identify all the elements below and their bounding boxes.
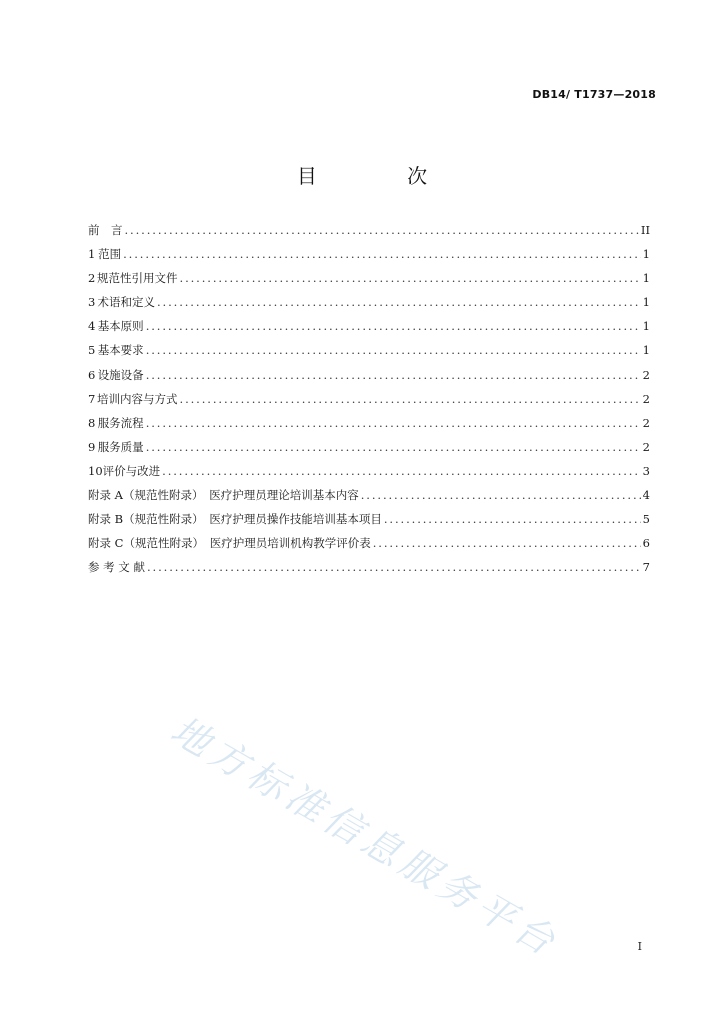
toc-entry-foreword[interactable] (88, 218, 650, 242)
toc-entry-label: 范围 (98, 247, 122, 262)
toc-entry-page: 6 (642, 536, 650, 551)
toc-entry-label: 附录 B（规范性附录） 医疗护理员操作技能培训基本项目 (88, 512, 382, 527)
toc-entry-page: 7 (642, 560, 650, 575)
toc-entry-number: 4 (88, 319, 96, 334)
toc-entry-page: 3 (642, 463, 650, 478)
toc-entry-appendix-c[interactable] (88, 531, 650, 555)
toc-entry-page: 1 (642, 343, 650, 358)
dot-leader (123, 242, 641, 266)
dot-leader (384, 507, 641, 531)
document-code: DB14/ T1737—2018 (532, 88, 656, 101)
toc-entry-references[interactable] (88, 555, 650, 579)
toc-entry-appendix-a[interactable] (88, 483, 650, 507)
toc-entry-number: 1 (88, 247, 96, 262)
toc-entry-10[interactable] (88, 459, 650, 483)
dot-leader (147, 555, 641, 579)
toc-entry-5[interactable] (88, 338, 650, 362)
toc-entry-label: 服务流程 (97, 415, 144, 430)
dot-leader (146, 435, 641, 459)
toc-entry-page: II (640, 223, 650, 237)
toc-entry-page: 4 (642, 488, 650, 503)
toc-entry-8[interactable] (88, 411, 650, 435)
toc-entry-label: 规范性引用文件 (97, 271, 178, 286)
dot-leader (162, 459, 641, 483)
toc-entry-label: 附录 C（规范性附录） 医疗护理员培训机构教学评价表 (88, 536, 371, 551)
toc-entry-4[interactable] (88, 314, 650, 338)
toc-entry-number: 10 (88, 463, 103, 478)
toc-entry-number: 2 (88, 271, 96, 286)
toc-entry-label: 设施设备 (97, 367, 144, 382)
toc-entry-page: 2 (642, 439, 650, 454)
table-of-contents (88, 218, 650, 579)
dot-leader (180, 266, 641, 290)
toc-entry-9[interactable] (88, 435, 650, 459)
toc-entry-page: 1 (642, 319, 650, 334)
toc-entry-page: 1 (642, 247, 650, 262)
toc-entry-label: 基本要求 (97, 343, 144, 358)
toc-entry-number: 8 (88, 415, 96, 430)
toc-entry-7[interactable] (88, 387, 650, 411)
toc-entry-label: 评价与改进 (102, 463, 161, 478)
toc-entry-2[interactable] (88, 266, 650, 290)
toc-entry-3[interactable] (88, 290, 650, 314)
toc-entry-number: 3 (88, 295, 96, 310)
toc-entry-label: 服务质量 (97, 439, 144, 454)
toc-entry-number: 7 (88, 391, 96, 406)
toc-title: 目 次 (296, 164, 470, 188)
toc-entry-number: 9 (88, 439, 96, 454)
toc-entry-label: 基本原则 (97, 319, 144, 334)
dot-leader (373, 531, 641, 555)
dot-leader (157, 290, 641, 314)
toc-entry-page: 1 (642, 295, 650, 310)
watermark: 地方标准信息服务平台 (163, 707, 567, 966)
toc-entry-1[interactable] (88, 242, 650, 266)
page-number: I (637, 940, 642, 953)
dot-leader (146, 338, 641, 362)
toc-entry-page: 2 (642, 367, 650, 382)
toc-entry-6[interactable] (88, 363, 650, 387)
toc-entry-page: 1 (642, 271, 650, 286)
toc-entry-number: 6 (88, 367, 96, 382)
dot-leader (180, 387, 641, 411)
toc-entry-label: 参 考 文 献 (88, 560, 145, 575)
dot-leader (361, 483, 641, 507)
toc-entry-page: 2 (642, 391, 650, 406)
toc-entry-page: 2 (642, 415, 650, 430)
toc-entry-appendix-b[interactable] (88, 507, 650, 531)
toc-entry-label: 术语和定义 (97, 295, 155, 310)
toc-entry-label: 前 言 (88, 223, 123, 237)
dot-leader (146, 363, 641, 387)
toc-entry-number: 5 (88, 343, 96, 358)
toc-entry-label: 附录 A（规范性附录） 医疗护理员理论培训基本内容 (88, 488, 359, 503)
toc-entry-page: 5 (642, 512, 650, 527)
toc-entry-label: 培训内容与方式 (97, 391, 178, 406)
dot-leader (125, 218, 639, 242)
dot-leader (146, 314, 641, 338)
dot-leader (146, 411, 641, 435)
